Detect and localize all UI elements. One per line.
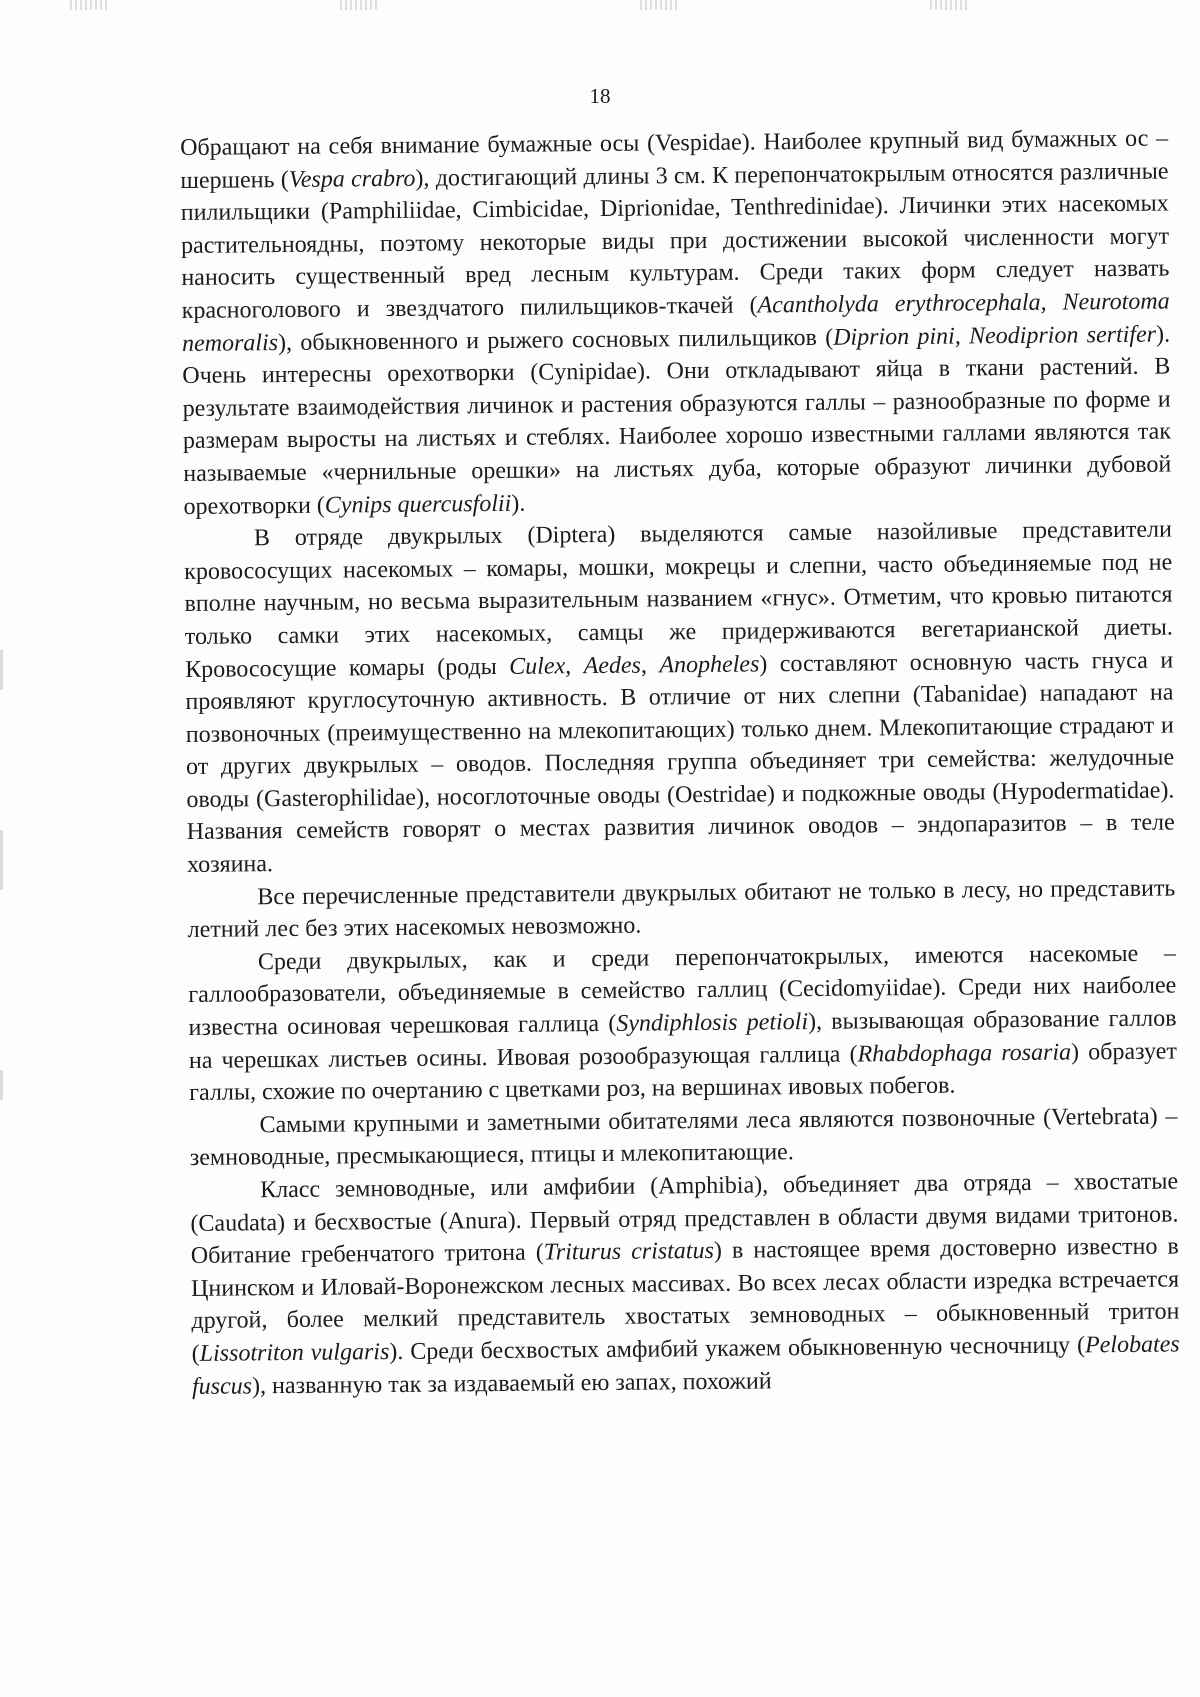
paragraph (180, 123, 1172, 524)
scan-edge-mark (0, 830, 3, 890)
paragraph (187, 872, 1176, 947)
scan-edge-mark (0, 650, 3, 690)
scan-artifact (340, 0, 380, 10)
text-run: ) образует галлы, схожие по очертанию с цветками роз, на вершинах ивовых побегов. (189, 1038, 1178, 1107)
text-run: , (640, 651, 660, 679)
italic-taxon-name: Lissotriton vulgaris (199, 1339, 390, 1367)
italic-taxon-name: Culex (509, 652, 566, 680)
paragraph (189, 1100, 1178, 1175)
text-run: ), обыкновенного и рыжего сосновых пилильщиков ( (277, 324, 834, 356)
text-run: Обращают на себя внимание бумажные осы (Vespidae). Наиболее крупный вид бумажных ос – шершень ( (180, 125, 1169, 194)
italic-taxon-name: Anopheles (659, 650, 760, 678)
text-run: ), достигающий длины 3 см. К перепончатокрылым относятся различные пилильщики (Pamphiliidae, Cimbicidae, Diprionidae, Tenthredinidae). Личинки этих насекомых растительноядны, поэтому некоторые виды при достижении высокой численности могут наносить существенный вред лесным культурам. Среди таких форм следует назвать красноголового и звездчатого пилильщиков-ткачей ( (180, 158, 1170, 324)
text-run: ). (511, 490, 526, 517)
italic-taxon-name: Cynips quercusfolii (324, 490, 512, 519)
text-run: ), названную так за издаваемый ею запах, похожий (251, 1367, 772, 1399)
italic-taxon-name: Pelobates fuscus (191, 1331, 1180, 1400)
text-run: Среди двукрылых, как и среди перепончатокрылых, имеются насекомые – галлообразователи, объединяемые в семейство галлиц (Cecidomyiidae). Среди них наиболее известна осиновая черешковая галлица ( (188, 940, 1177, 1041)
text-run: ), вызывающая образование галлов на черешках листьев осины. Ивовая розообразующая галлица ( (188, 1005, 1177, 1074)
italic-taxon-name: Aedes (583, 652, 642, 679)
paragraph (190, 1165, 1180, 1403)
italic-taxon-name: Rhabdophaga rosaria (857, 1039, 1072, 1068)
text-run: Класс земноводные, или амфибии (Amphibia), объединяет два отряда – хвостатые (Caudata) и бесхвостые (Anura). Первый отряд представлен в области двумя видами тритонов. Обитание гребенчатого тритона ( (190, 1168, 1179, 1270)
body-text (180, 123, 1180, 1404)
italic-taxon-name: Vespa crabro (288, 165, 416, 193)
scan-artifact (640, 0, 680, 10)
italic-taxon-name: Diprion pini, Neodiprion sertifer (833, 321, 1157, 351)
text-run: Все перечисленные представители двукрылых обитают не только в лесу, но представить летний лес без этих насекомых невозможно. (187, 875, 1176, 944)
text-run: ) составляют основную часть гнуса и проявляют круглосуточную активность. В отличие от них слепни (Tabanidae) нападают на позвоночных (преимущественно на млекопитающих) только днем. Млекопитающие страдают и от других двукрылых – оводов. Последняя группа объединяет три семейства: желудочные оводы (Gasterophilidae), носоглоточные оводы (Oestridae) и подкожные оводы (Hypodermatidae). Названия семейств говорят о местах развития личинок оводов – эндопаразитов – в теле хозяина. (185, 646, 1175, 879)
italic-taxon-name: Acantholyda erythrocephala, Neurotoma nemoralis (181, 288, 1170, 357)
scan-edge-mark (0, 1070, 3, 1100)
scan-artifact (70, 0, 110, 10)
italic-taxon-name: Syndiphlosis petioli (616, 1009, 809, 1037)
text-run: ) в настоящее время достоверно известно в Цнинском и Иловай-Воронежском лесных массивах. Во всех лесах области изредка встречается другой, более мелкий представитель хвостатых земноводных – обыкновенный тритон ( (190, 1233, 1180, 1367)
scan-artifact (930, 0, 970, 10)
paragraph (188, 937, 1178, 1109)
italic-taxon-name: Triturus cristatus (543, 1238, 715, 1266)
text-run: В отряде двукрылых (Diptera) выделяются самые назойливые представители кровососущих насекомых – комары, мошки, мокрецы и слепни, часто объединяемые под не вполне научным, но весьма выразительным названием «гнус». Отметим, что кровью питаются только самки этих насекомых, самцы же придерживаются вегетарианской диеты. Кровососущие комары (роды (184, 516, 1173, 683)
text-run: ). Среди бесхвостых амфибий укажем обыкновенную чесночницу ( (389, 1332, 1086, 1366)
paragraph (184, 514, 1175, 882)
text-run: , (565, 652, 584, 679)
page-number: 18 (589, 84, 611, 108)
text-run: ). Очень интересны орехотворки (Cynipidae). Они откладывают яйца в ткани растений. В результате взаимодействия личинок и растения образуются галлы – разнообразные по форме и размерам выросты на листьях и стеблях. Наиболее хорошо известными галлами являются так называемые «чернильные орешки» на листьях дуба, которые образуют личинки дубовой орехотворки ( (182, 321, 1172, 520)
text-run: Самыми крупными и заметными обитателями леса являются позвоночные (Vertebrata) – земноводные, пресмыкающиеся, птицы и млекопитающие. (189, 1103, 1178, 1172)
